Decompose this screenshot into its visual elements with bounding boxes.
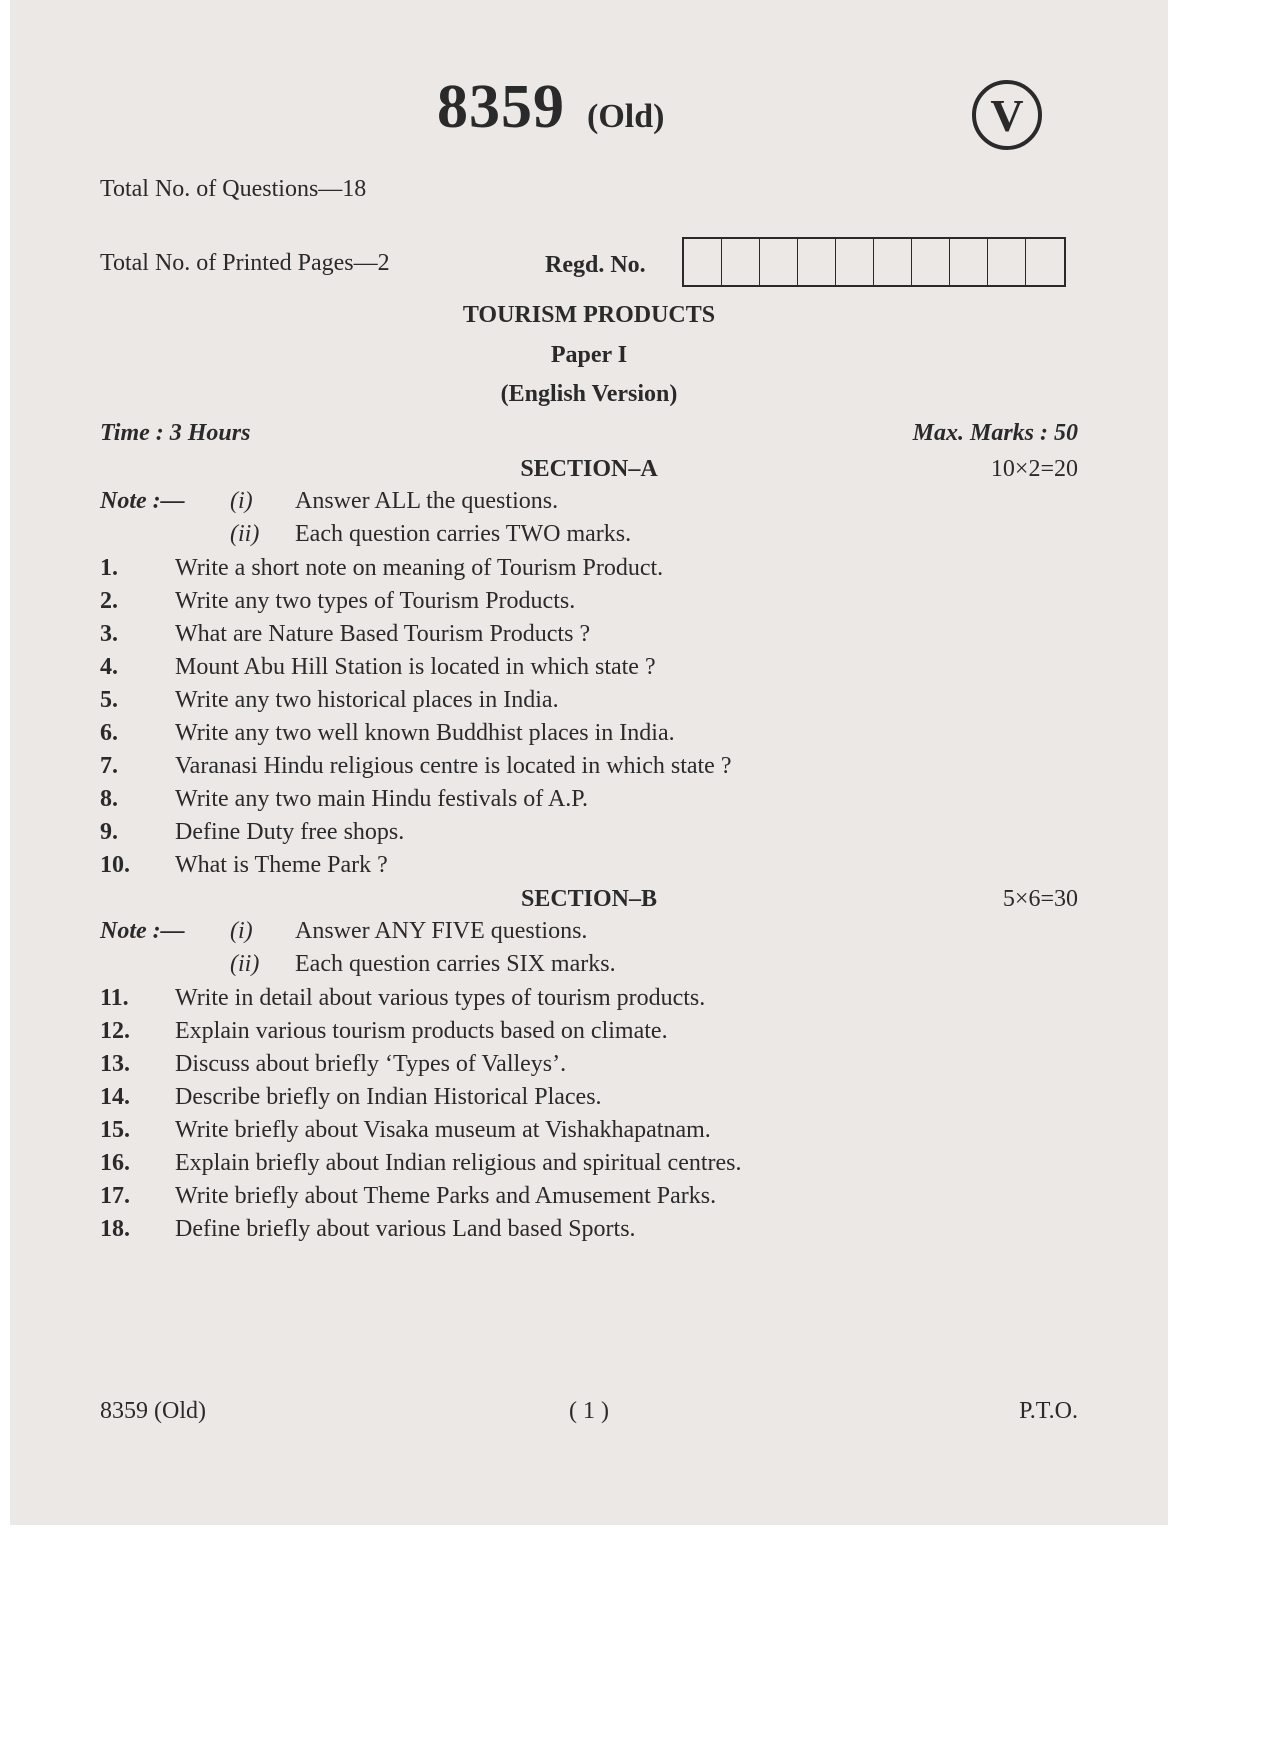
paper-code-suffix: (Old) xyxy=(587,98,665,135)
question-number: 13. xyxy=(100,1051,130,1077)
section-b-marks: 5×6=30 xyxy=(1002,886,1078,912)
question-row xyxy=(100,588,732,621)
question-number: 16. xyxy=(100,1150,130,1176)
question-row xyxy=(100,819,732,852)
question-text: Write any two historical places in India. xyxy=(175,687,559,713)
regd-cell xyxy=(798,239,836,285)
question-text: What is Theme Park ? xyxy=(175,852,388,878)
regd-label: Regd. No. xyxy=(545,252,646,278)
note-label: Note :— xyxy=(100,918,185,944)
question-row xyxy=(100,621,732,654)
question-number: 4. xyxy=(100,654,118,680)
question-number: 9. xyxy=(100,819,118,845)
total-pages: Total No. of Printed Pages—2 xyxy=(100,250,390,276)
max-marks: Max. Marks : 50 xyxy=(912,420,1078,446)
section-a-notes xyxy=(100,488,631,554)
section-b-notes xyxy=(100,918,616,984)
paper-code: 8359 xyxy=(437,73,565,141)
note-roman: (i) xyxy=(230,918,253,944)
question-row xyxy=(100,1117,742,1150)
paper-title: Paper I xyxy=(550,342,628,368)
regd-cell xyxy=(1026,239,1064,285)
regd-cell xyxy=(912,239,950,285)
note-row xyxy=(100,951,616,984)
total-questions: Total No. of Questions—18 xyxy=(100,176,367,202)
question-row xyxy=(100,720,732,753)
note-roman: (ii) xyxy=(230,951,260,977)
question-row xyxy=(100,753,732,786)
section-b-questions xyxy=(100,985,742,1249)
note-text: Answer ALL the questions. xyxy=(295,488,559,514)
question-text: Write a short note on meaning of Tourism Product. xyxy=(175,555,664,581)
section-a-questions xyxy=(100,555,732,885)
question-number: 15. xyxy=(100,1117,130,1143)
regd-cell xyxy=(988,239,1026,285)
note-row xyxy=(100,488,631,521)
note-text: Each question carries SIX marks. xyxy=(295,951,616,977)
question-text: Discuss about briefly ‘Types of Valleys’. xyxy=(175,1051,567,1077)
question-text: Describe briefly on Indian Historical Places. xyxy=(175,1084,602,1110)
note-roman: (i) xyxy=(230,488,253,514)
question-text: Write any two well known Buddhist places in India. xyxy=(175,720,675,746)
section-b-heading: SECTION–B xyxy=(520,886,658,912)
regd-number-boxes xyxy=(682,237,1066,287)
question-number: 5. xyxy=(100,687,118,713)
question-text: Explain various tourism products based on climate. xyxy=(175,1018,668,1044)
question-number: 6. xyxy=(100,720,118,746)
regd-cell xyxy=(684,239,722,285)
question-row xyxy=(100,1018,742,1051)
footer-pto: P.T.O. xyxy=(1019,1398,1078,1424)
question-row xyxy=(100,1150,742,1183)
question-row xyxy=(100,786,732,819)
note-row xyxy=(100,521,631,554)
question-row xyxy=(100,1084,742,1117)
note-text: Each question carries TWO marks. xyxy=(295,521,632,547)
regd-cell xyxy=(874,239,912,285)
exam-sheet xyxy=(10,0,1168,1525)
question-row xyxy=(100,1183,742,1216)
question-row xyxy=(100,1216,742,1249)
question-number: 7. xyxy=(100,753,118,779)
regd-cell xyxy=(760,239,798,285)
section-a-heading: SECTION–A xyxy=(520,456,658,482)
question-text: Define Duty free shops. xyxy=(175,819,405,845)
question-number: 14. xyxy=(100,1084,130,1110)
question-row xyxy=(100,985,742,1018)
question-text: Mount Abu Hill Station is located in which state ? xyxy=(175,654,656,680)
question-number: 8. xyxy=(100,786,118,812)
subject-title: TOURISM PRODUCTS xyxy=(462,302,716,328)
question-number: 11. xyxy=(100,985,129,1011)
question-row xyxy=(100,654,732,687)
footer-page-number: ( 1 ) xyxy=(569,1398,609,1424)
note-row xyxy=(100,918,616,951)
question-text: Write briefly about Visaka museum at Vishakhapatnam. xyxy=(175,1117,711,1143)
paper-code-heading xyxy=(437,72,664,143)
note-label: Note :— xyxy=(100,488,185,514)
time-allowed: Time : 3 Hours xyxy=(100,420,251,446)
question-text: Write in detail about various types of tourism products. xyxy=(175,985,706,1011)
question-number: 10. xyxy=(100,852,130,878)
version-letter: V xyxy=(990,89,1024,141)
question-text: Write any two types of Tourism Products. xyxy=(175,588,576,614)
question-number: 2. xyxy=(100,588,118,614)
question-row xyxy=(100,687,732,720)
question-number: 18. xyxy=(100,1216,130,1242)
question-row xyxy=(100,852,732,885)
question-text: Varanasi Hindu religious centre is located in which state ? xyxy=(175,753,732,779)
question-number: 12. xyxy=(100,1018,130,1044)
version-badge xyxy=(972,80,1042,150)
note-text: Answer ANY FIVE questions. xyxy=(295,918,588,944)
regd-cell xyxy=(836,239,874,285)
question-text: Write any two main Hindu festivals of A.P. xyxy=(175,786,588,812)
footer-code: 8359 (Old) xyxy=(100,1398,206,1424)
section-a-marks: 10×2=20 xyxy=(990,456,1078,482)
question-row xyxy=(100,555,732,588)
note-roman: (ii) xyxy=(230,521,260,547)
regd-cell xyxy=(722,239,760,285)
question-text: Explain briefly about Indian religious and spiritual centres. xyxy=(175,1150,742,1176)
question-number: 3. xyxy=(100,621,118,647)
question-text: Define briefly about various Land based Sports. xyxy=(175,1216,636,1242)
question-number: 17. xyxy=(100,1183,130,1209)
question-text: What are Nature Based Tourism Products ? xyxy=(175,621,591,647)
question-number: 1. xyxy=(100,555,118,581)
regd-cell xyxy=(950,239,988,285)
question-text: Write briefly about Theme Parks and Amusement Parks. xyxy=(175,1183,717,1209)
question-row xyxy=(100,1051,742,1084)
version-title: (English Version) xyxy=(500,381,678,407)
